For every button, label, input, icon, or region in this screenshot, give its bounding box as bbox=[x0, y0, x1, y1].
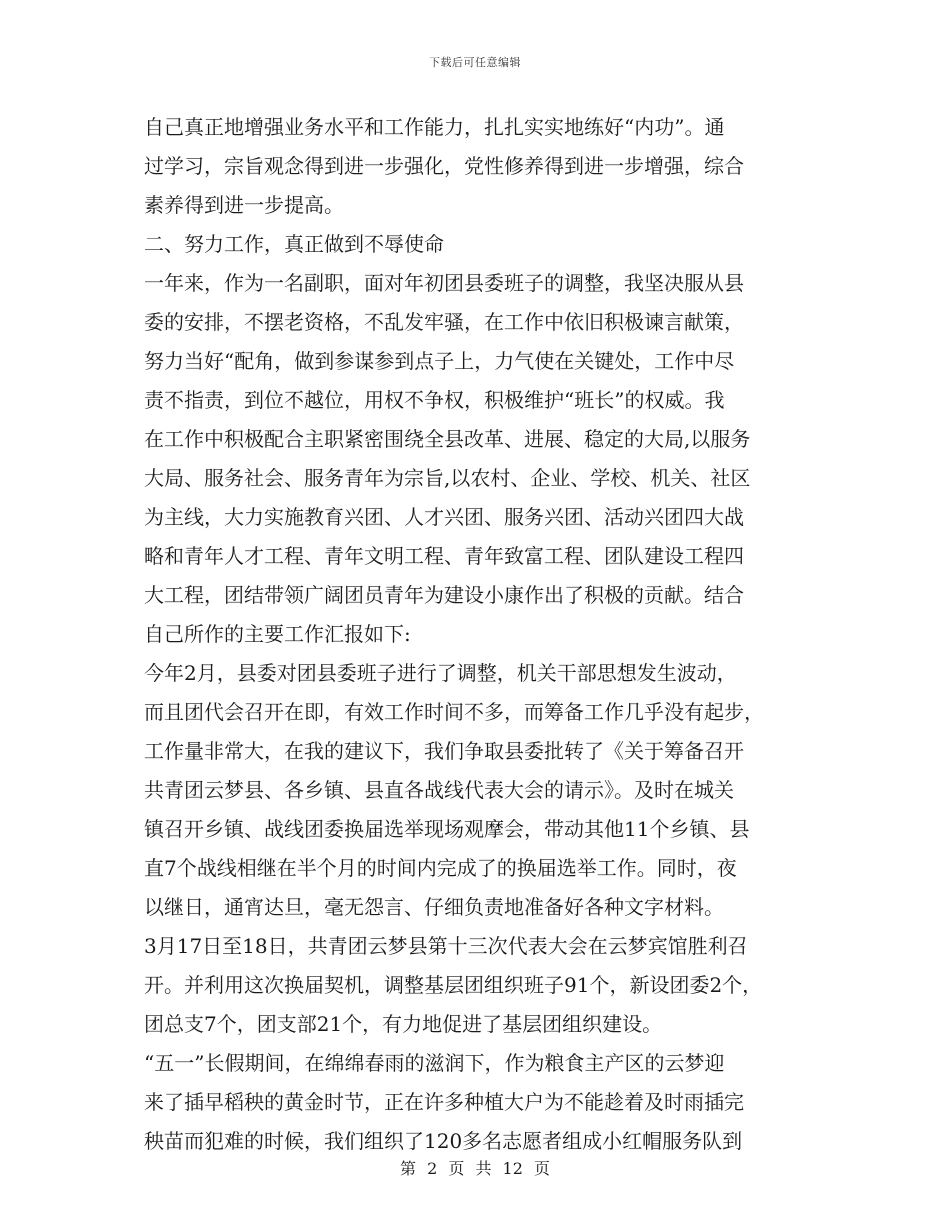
page-header: 下载后可任意编辑 bbox=[429, 56, 521, 69]
text-line: 直7个战线相继在半个月的时间内完成了的换届选举工作。同时，夜 bbox=[144, 856, 737, 880]
text-line: 为主线，大力实施教育兴团、人才兴团、服务兴团、活动兴团四大战 bbox=[144, 505, 744, 529]
text-line: 而且团代会召开在即，有效工作时间不多，而筹备工作几乎没有起步， bbox=[144, 700, 764, 724]
text-line: 努力当好“配角，做到参谋参到点子上，力气使在关键处，工作中尽 bbox=[144, 349, 735, 373]
text-line: 大局、服务社会、服务青年为宗旨,以农村、企业、学校、机关、社区 bbox=[144, 466, 751, 490]
text-line: 自己所作的主要工作汇报如下: bbox=[144, 622, 411, 646]
text-line: 团总支7个，团支部21个，有力地促进了基层团组织建设。 bbox=[144, 1012, 663, 1036]
text-line: 来了插早稻秧的黄金时节，正在许多种植大户为不能趁着及时雨插完 bbox=[144, 1090, 744, 1114]
text-line: 工作量非常大，在我的建议下，我们争取县委批转了《关于筹备召开 bbox=[144, 739, 744, 763]
text-line: 二、努力工作，真正做到不辱使命 bbox=[144, 232, 444, 256]
text-line: 略和青年人才工程、青年文明工程、青年致富工程、团队建设工程四 bbox=[144, 544, 744, 568]
text-line: 以继日，通宵达旦，毫无怨言、仔细负责地准备好各种文字材料。 bbox=[144, 895, 724, 919]
text-line: 一年来，作为一名副职，面对年初团县委班子的调整，我坚决服从县 bbox=[144, 271, 744, 295]
text-line: 过学习，宗旨观念得到进一步强化，党性修养得到进一步增强，综合 bbox=[144, 154, 744, 178]
text-line: 共青团云梦县、各乡镇、县直各战线代表大会的请示》。及时在城关 bbox=[144, 778, 734, 802]
text-line: “五一”长假期间，在绵绵春雨的滋润下，作为粮食主产区的云梦迎 bbox=[144, 1051, 725, 1075]
text-line: 大工程，团结带领广阔团员青年为建设小康作出了积极的贡献。结合 bbox=[144, 583, 744, 607]
text-line: 委的安排，不摆老资格，不乱发牢骚，在工作中依旧积极谏言献策， bbox=[144, 310, 744, 334]
document-body bbox=[144, 108, 804, 1161]
text-line: 3月17日至18日，共青团云梦县第十三次代表大会在云梦宾馆胜利召 bbox=[144, 934, 748, 958]
text-line: 在工作中积极配合主职紧密围绕全县改革、进展、稳定的大局,以服务 bbox=[144, 427, 751, 451]
text-line: 素养得到进一步提高。 bbox=[144, 193, 344, 217]
text-line: 自己真正地增强业务水平和工作能力，扎扎实实地练好“内功”。通 bbox=[144, 115, 725, 139]
page-footer: 第 2 页 共 12 页 bbox=[400, 1159, 550, 1178]
text-line: 今年2月，县委对团县委班子进行了调整，机关干部思想发生波动， bbox=[144, 661, 737, 685]
text-line: 开。并利用这次换届契机，调整基层团组织班子91个，新设团委2个， bbox=[144, 973, 763, 997]
text-line: 镇召开乡镇、战线团委换届选举现场观摩会，带动其他11个乡镇、县 bbox=[144, 817, 750, 841]
text-line: 责不指责，到位不越位，用权不争权，积极维护“班长”的权威。我 bbox=[144, 388, 725, 412]
text-line: 秧苗而犯难的时候，我们组织了120多名志愿者组成小红帽服务队到 bbox=[144, 1129, 743, 1153]
